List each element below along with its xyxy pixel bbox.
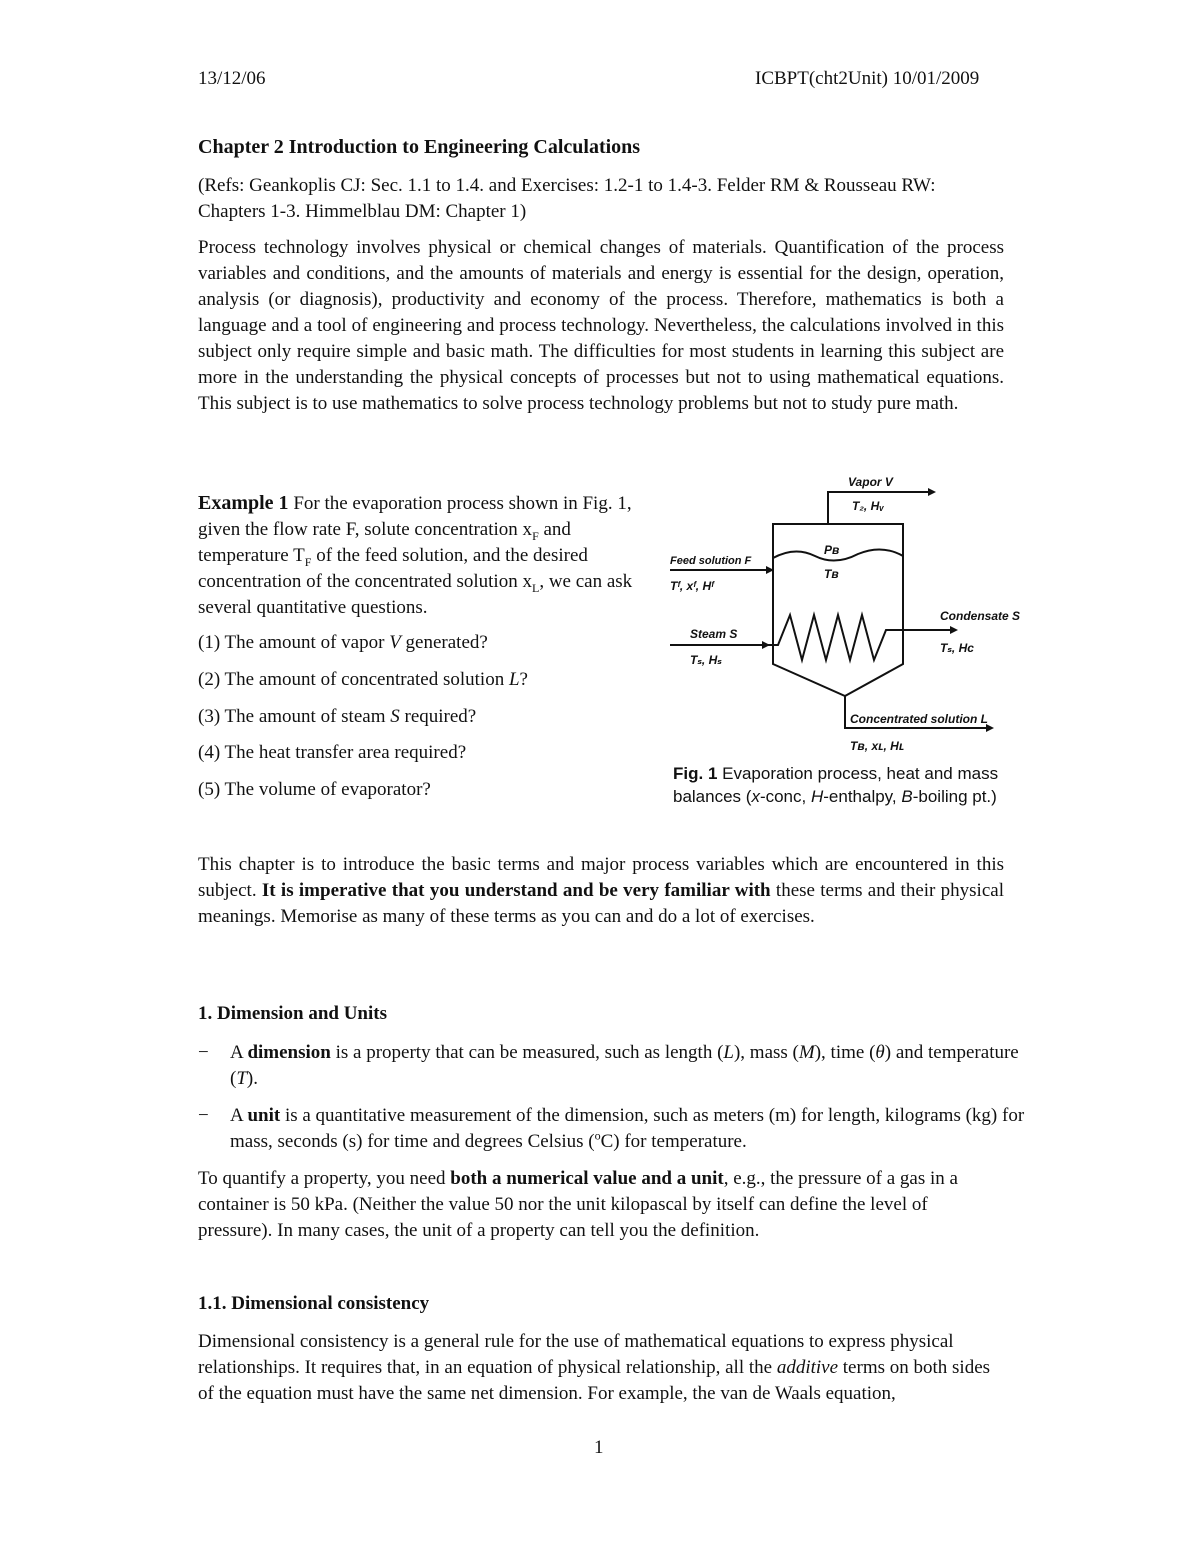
label-steam-props: Tₛ, Hₛ [690, 653, 722, 667]
question-1: (1) The amount of vapor V generated? [198, 632, 488, 653]
label-steam: Steam S [690, 627, 738, 641]
consistency-paragraph: Dimensional consistency is a general rule for the use of mathematical equations to express physical relationships. It requires that, in an equation of physical relationship, all the additive terms on both sides of the equation must have the same net dimension. For example, the van de Waals equation, [198, 1331, 991, 1404]
quantify-paragraph: To quantify a property, you need both a numerical value and a unit, e.g., the pressure of a gas in a container is 50 kPa. (Neither the value 50 nor the unit kilopascal by itself can define the level of pressure). In many cases, the unit of a property can tell you the definition. [198, 1168, 958, 1241]
header-reference: ICBPT(cht2Unit) 10/01/2009 [755, 68, 980, 89]
label-feed-props: Tᶠ, xᶠ, Hᶠ [670, 579, 714, 593]
section-1-title: 1. Dimension and Units [198, 1003, 387, 1024]
question-5: (5) The volume of evaporator? [198, 779, 431, 800]
example-label: Example 1 [198, 492, 289, 514]
label-vapor-props: T₂, Hᵥ [852, 499, 885, 513]
label-condensate: Condensate S [940, 609, 1021, 623]
label-pb: Pʙ [824, 543, 840, 557]
page-number: 1 [594, 1437, 604, 1458]
chapter-title: Chapter 2 Introduction to Engineering Calculations [198, 136, 641, 158]
evaporator-diagram [660, 470, 1040, 760]
label-tb: Tʙ [824, 567, 839, 581]
label-concentrated: Concentrated solution L [850, 712, 988, 726]
label-vapor: Vapor V [848, 475, 893, 489]
references-paragraph: (Refs: Geankoplis CJ: Sec. 1.1 to 1.4. and Exercises: 1.2-1 to 1.4-3. Felder RM & Rousseau RW: Chapters 1-3. Himmelblau DM: Chapter 1) [198, 175, 936, 222]
chapter-intro-paragraph: This chapter is to introduce the basic terms and major process variables which are encountered in this subject. It is imperative that you understand and be very familiar with these terms and their physical meanings. Memorise as many of these terms as you can and do a lot of exercises. [198, 854, 1004, 927]
example-paragraph: Example 1 For the evaporation process shown in Fig. 1, given the flow rate F, solute concentration $x_F$ and temperature $T_F$ of the feed solution, and the desired concentration of the concentrated solution $x_L$, we can ask several quantitative questions. [198, 492, 633, 618]
section-1-1-title: 1.1. Dimensional consistency [198, 1293, 430, 1314]
label-condensate-props: Tₛ, Hᴄ [940, 641, 974, 655]
question-2: (2) The amount of concentrated solution L? [198, 669, 528, 690]
label-feed: Feed solution F [670, 555, 752, 567]
question-3: (3) The amount of steam S required? [198, 706, 477, 727]
question-4: (4) The heat transfer area required? [198, 742, 467, 763]
header-date: 13/12/06 [198, 68, 266, 89]
bullet-dimension: − A dimension is a property that can be measured, such as length (L), mass (M), time (θ) and temperature (T). [198, 1042, 1019, 1089]
bullet-unit: − A unit is a quantitative measurement of the dimension, such as meters (m) for length, kilograms (kg) for mass, seconds (s) for time and degrees Celsius ($^o$C) for temperature. [198, 1105, 1025, 1152]
label-concentrated-props: Tʙ, xʟ, Hʟ [850, 739, 905, 753]
intro-paragraph: Process technology involves physical or chemical changes of materials. Quantification of the process variables and conditions, and the amounts of materials and energy is essential for the design, operation, analysis (or diagnosis), productivity and economy of the process. Therefore, mathematics is both a language and a tool of engineering and process technology. Nevertheless, the calculations involved in this subject only require simple and basic math. The difficulties for most students in learning this subject are more in the understanding the physical concepts of processes but not to using mathematical equations. This subject is to use mathematics to solve process technology problems but not to study pure math. [198, 237, 1004, 414]
figure-caption: Fig. 1 Evaporation process, heat and mass balances (x-conc, H-enthalpy, B-boiling pt.) [673, 764, 999, 806]
